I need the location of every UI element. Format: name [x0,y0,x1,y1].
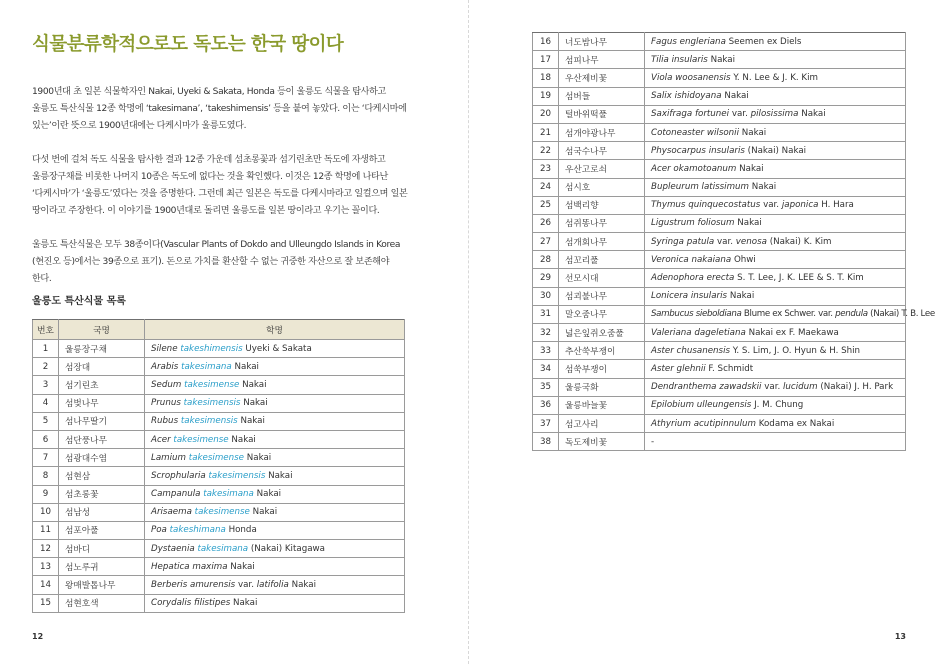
scientific-name-highlight: takesimense [184,379,240,390]
scientific-name [145,503,405,521]
korean-name: 울릉바늘꽃 [559,396,645,414]
scientific-name-part: Acer [151,434,174,445]
korean-name: 말오줌나무 [559,305,645,323]
korean-name: 섬장대 [59,358,145,376]
scientific-name-part: Nakai [253,489,282,500]
scientific-name [645,160,906,178]
page-gutter [468,0,469,664]
scientific-name [645,233,906,251]
scientific-name-highlight: takesimana [181,361,232,372]
row-number: 24 [533,178,559,196]
scientific-name-part: Bupleurum latissimum [651,182,750,193]
endemic-plants-table-part1 [32,319,405,613]
row-number: 16 [533,33,559,51]
table-row [533,160,906,178]
table-row [533,251,906,269]
scientific-name [145,576,405,594]
scientific-name [645,433,906,451]
scientific-name-highlight: takeshimensis [180,343,243,354]
scientific-name-part: Syringa patula [651,236,715,247]
table-row [33,521,405,539]
scientific-name-highlight: takeshimana [169,525,226,536]
scientific-name [645,214,906,232]
scientific-name [645,33,906,51]
scientific-name [645,87,906,105]
korean-name: 섬국수나무 [559,142,645,160]
scientific-name-part: Nakai [244,452,272,463]
table-row [533,378,906,396]
table-row [533,233,906,251]
scientific-name-part: Nakai ex F. Maekawa [745,327,839,338]
scientific-name-part: Prunus [151,398,184,409]
scientific-name [645,269,906,287]
scientific-name [145,467,405,485]
scientific-name-part: Silene [151,343,181,354]
scientific-name [645,378,906,396]
scientific-name [645,178,906,196]
table-row [33,394,405,412]
scientific-name [145,594,405,612]
scientific-name-part: Viola woosanensis [651,72,731,83]
scientific-name-part: Salix ishidoyana [651,91,722,102]
scientific-name-part: Aster chusanensis [651,345,731,356]
korean-name: 섬벚나무 [59,394,145,412]
scientific-name-highlight: takesimense [173,434,229,445]
korean-name: 넓은잎쥐오줌풀 [559,324,645,342]
korean-name: 섬남성 [59,503,145,521]
scientific-name-part: Athyrium acutipinnulum [651,418,756,429]
scientific-name-part: var. [729,109,751,120]
scientific-name-part: Nakai [288,580,317,591]
row-number: 13 [33,558,59,576]
scientific-name [645,396,906,414]
table-row [33,340,405,358]
scientific-name-part: Arisaema [151,507,195,518]
scientific-name-part: Nakai [707,54,736,65]
row-number: 35 [533,378,559,396]
scientific-name-part: Poa [151,525,170,536]
scientific-name-part: F. Schmidt [705,363,754,374]
row-number: 10 [33,503,59,521]
scientific-name-part: Ligustrum foliosum [651,218,735,229]
scientific-name [645,51,906,69]
korean-name: 우산고로쇠 [559,160,645,178]
scientific-name-part: (Nakai) Kitagawa [248,543,325,554]
table-row [533,305,906,323]
row-number: 36 [533,396,559,414]
scientific-name [645,105,906,123]
right-page [470,0,936,664]
scientific-name-part: Nakai [727,291,755,302]
table-row [533,51,906,69]
korean-name: 섬노루귀 [59,558,145,576]
scientific-name-part: Nakai [739,127,767,138]
table-row [33,358,405,376]
scientific-name-part: pilosissima [750,109,799,120]
korean-name: 왕매발톱나무 [59,576,145,594]
row-number: 3 [33,376,59,394]
scientific-name-part: Thymus quinquecostatus [651,200,761,211]
scientific-name-part: Y. S. Lim, J. O. Hyun & H. Shin [730,345,861,356]
table-row [33,558,405,576]
row-number: 32 [533,324,559,342]
scientific-name [145,412,405,430]
row-number: 7 [33,449,59,467]
table-row [533,360,906,378]
scientific-name-part: Saxifraga fortunei [651,109,730,120]
scientific-name-part: Nakai [227,561,255,572]
scientific-name [145,449,405,467]
row-number: 14 [33,576,59,594]
table-row [533,414,906,432]
row-number: 21 [533,123,559,141]
korean-name: 섬고사리 [559,414,645,432]
table-row [33,576,405,594]
scientific-name-part: Veronica nakaiana [651,254,732,265]
scientific-name-part: Nakai [249,507,278,518]
scientific-name-part: Lonicera insularis [651,291,728,302]
intro-paragraph: 1900년대 초 일본 식물학자인 Nakai, Uyeki & Sakata, Honda 등이 울릉도 식물을 탐사하고 울릉도 특산식물 12종 학명에 ‘takesimana’, ‘takeshimensis’ 등을 붙여 놓았다. 이는 ‘다케시마에 있는’이란 뜻으로 1900년대에는 다케시마가 울릉도였다. [32,87,407,131]
scientific-name-part: Sambucus sieboldiana [651,309,742,320]
scientific-name [145,558,405,576]
row-number: 17 [533,51,559,69]
scientific-name-part: Tilia insularis [651,54,708,65]
scientific-name-part: Nakai [736,163,764,174]
korean-name: 섬현호색 [59,594,145,612]
scientific-name-highlight: takesimensis [183,398,241,409]
scientific-name-part: Kodama ex Nakai [755,418,835,429]
row-number: 6 [33,430,59,448]
table-row [533,69,906,87]
row-number: 29 [533,269,559,287]
scientific-name-part: Berberis amurensis [151,580,236,591]
header-number: 번호 [33,320,59,340]
row-number: 18 [533,69,559,87]
table-row [533,196,906,214]
scientific-name [145,485,405,503]
row-number: 34 [533,360,559,378]
row-number: 19 [533,87,559,105]
scientific-name-part: latifolia [256,580,289,591]
table-row [533,178,906,196]
korean-name: 우산제비꽃 [559,69,645,87]
scientific-name-part: var. [714,236,736,247]
scientific-name [145,430,405,448]
page-title: 식물분류학적으로도 독도는 한국 땅이다 [32,34,344,55]
table-row [33,376,405,394]
scientific-name-part: Nakai [231,361,259,372]
scientific-name-part: (Nakai) T. B. Lee [867,309,935,320]
scientific-name-part: Adenophora erecta [651,273,735,284]
scientific-name-part: Valeriana dageletiana [651,327,746,338]
scientific-name-part: pendula [835,309,868,320]
scientific-name [645,287,906,305]
table-row [33,503,405,521]
scientific-name-part: H. Hara [818,200,854,211]
row-number: 12 [33,540,59,558]
scientific-name [645,360,906,378]
row-number: 20 [533,105,559,123]
scientific-name-part: Nakai [237,416,265,427]
table-row [533,324,906,342]
scientific-name-part: Nakai [734,218,762,229]
scientific-name-part: Acer okamotoanum [651,163,737,174]
korean-name: 독도제비꽃 [559,433,645,451]
scientific-name-part: Rubus [151,416,181,427]
table-row [33,467,405,485]
scientific-name-part: Physocarpus insularis [651,145,745,156]
korean-name: 섬개야광나무 [559,123,645,141]
korean-name: 섬바디 [59,540,145,558]
row-number: 1 [33,340,59,358]
scientific-name-part: - [651,436,655,447]
table-row [33,540,405,558]
table-row [533,342,906,360]
korean-name: 섬광대수염 [59,449,145,467]
left-page [0,0,466,664]
row-number: 9 [33,485,59,503]
scientific-name-part: var. [761,382,784,393]
scientific-name [145,340,405,358]
scientific-name-part: Nakai [230,598,258,609]
table-row [533,433,906,451]
korean-name: 섬꼬리풀 [559,251,645,269]
scientific-name [145,358,405,376]
korean-name: 섬버들 [559,87,645,105]
scientific-name-part: Hepatica maxima [151,561,228,572]
scientific-name-part: (Nakai) K. Kim [766,236,832,247]
korean-name: 섬기린초 [59,376,145,394]
table-row [33,430,405,448]
page-number-right: 13 [894,632,906,641]
korean-name: 섬괴불나무 [559,287,645,305]
scientific-name-highlight: takesimensis [180,416,238,427]
row-number: 26 [533,214,559,232]
scientific-name-part: Sedum [151,379,185,390]
table-row [533,396,906,414]
row-number: 11 [33,521,59,539]
scientific-name [145,376,405,394]
scientific-name-part: Cotoneaster wilsonii [651,127,739,138]
scientific-name [645,142,906,160]
scientific-name-part: venosa [735,236,767,247]
scientific-name-part: S. T. Lee, J. K. LEE & S. T. Kim [734,273,864,284]
scientific-name-part: Blume ex Schwer. var. [741,309,836,320]
row-number: 31 [533,305,559,323]
scientific-name [145,540,405,558]
scientific-name-part: Corydalis filistipes [151,598,231,609]
korean-name: 너도밤나무 [559,33,645,51]
scientific-name [645,123,906,141]
korean-name: 울릉장구채 [59,340,145,358]
scientific-name-part: Nakai [228,434,256,445]
scientific-name-highlight: takesimana [197,543,249,554]
scientific-name-part: Nakai [239,379,267,390]
scientific-name-part: Fagus engleriana [651,36,726,47]
table-row [533,287,906,305]
scientific-name-part: Nakai [749,182,777,193]
table-row [533,87,906,105]
korean-name: 섬초롱꽃 [59,485,145,503]
row-number: 33 [533,342,559,360]
scientific-name-part: Aster glehnii [651,363,706,374]
row-number: 28 [533,251,559,269]
korean-name: 섬현삼 [59,467,145,485]
table-row [533,142,906,160]
table-row [33,412,405,430]
scientific-name-part: Scrophularia [151,470,209,481]
scientific-name-part: Epilobium ulleungensis [651,400,752,411]
scientific-name-part: Nakai [721,91,749,102]
scientific-name [645,196,906,214]
row-number: 27 [533,233,559,251]
scientific-name-highlight: takesimana [203,489,254,500]
korean-name: 섬개회나무 [559,233,645,251]
row-number: 22 [533,142,559,160]
scientific-name-highlight: takesimensis [208,470,266,481]
endemic-count-paragraph: 울릉도 특산식물은 모두 38종이다(Vascular Plants of Dokdo and Ulleungdo Islands in Korea (현진오 등)에서는 39종으로 표기). 돈으로 가치를 환산할 수 없는 귀중한 자산으로 잘 보존해야 한다. [32,240,401,284]
scientific-name-part: var. [760,200,782,211]
scientific-name-part: Campanula [151,489,204,500]
row-number: 15 [33,594,59,612]
scientific-name-part: Y. N. Lee & J. K. Kim [730,72,818,83]
endemic-plants-table-part2 [532,32,935,451]
korean-name: 울릉국화 [559,378,645,396]
header-korean-name: 국명 [59,320,145,340]
row-number: 8 [33,467,59,485]
korean-name: 섬쥐똥나무 [559,214,645,232]
scientific-name-part: J. M. Chung [751,400,804,411]
scientific-name-part: Honda [225,525,257,536]
scientific-name-part: Uyeki & Sakata [242,343,312,354]
row-number: 5 [33,412,59,430]
korean-name: 섬백리향 [559,196,645,214]
scientific-name-part: Dendranthema zawadskii [651,382,762,393]
scientific-name-highlight: takesimense [194,507,250,518]
korean-name: 섬피나무 [559,51,645,69]
korean-name: 섬나무딸기 [59,412,145,430]
scientific-name-part: Lamium [151,452,189,463]
page-number-left: 12 [32,632,44,641]
row-number: 30 [533,287,559,305]
korean-name: 선모시대 [559,269,645,287]
scientific-name-part: Arabis [151,361,182,372]
korean-name: 섬단풍나무 [59,430,145,448]
table-row [33,449,405,467]
scientific-name [645,69,906,87]
korean-name: 털바위떡풀 [559,105,645,123]
scientific-name-part: (Nakai) J. H. Park [817,382,894,393]
exploration-paragraph: 다섯 번에 걸쳐 독도 식물을 탐사한 결과 12종 가운데 섬초롱꽃과 섬기린초만 독도에 자생하고 울릉장구채를 비롯한 나머지 10종은 독도에 없다는 것을 확인했다. 이것은 12종 학명에 나타난 ‘다케시마’가 ‘울릉도’였다는 것을 증명한다. 그런데 최근 일본은 독도를 다케시마라고 일컬으며 일본 땅이라고 주장한다. 이 이야기를 1900년대로 돌리면 울릉도를 일본 땅이라고 우기는 꼴이다. [32,155,408,216]
scientific-name-part: (Nakai) Nakai [744,145,807,156]
scientific-name [645,342,906,360]
scientific-name [645,305,935,323]
table-row [533,269,906,287]
row-number: 2 [33,358,59,376]
row-number: 4 [33,394,59,412]
scientific-name-part: Nakai [798,109,826,120]
scientific-name [145,521,405,539]
row-number: 23 [533,160,559,178]
scientific-name-part: Seemen ex Diels [725,36,802,47]
korean-name: 추산쑥부쟁이 [559,342,645,360]
table-row [33,594,405,612]
row-number: 37 [533,414,559,432]
table-row [533,33,906,51]
korean-name: 섬쑥부쟁이 [559,360,645,378]
scientific-name-part: lucidum [783,382,818,393]
row-number: 25 [533,196,559,214]
scientific-name-part: japonica [781,200,819,211]
table-row [533,214,906,232]
scientific-name-part: Dystaenia [151,543,198,554]
row-number: 38 [533,433,559,451]
table-row [533,123,906,141]
korean-name: 섬포아풀 [59,521,145,539]
list-heading: 울릉도 특산식물 목록 [32,296,126,307]
table-row [533,105,906,123]
scientific-name [645,324,906,342]
header-scientific-name: 학명 [145,320,405,340]
scientific-name-highlight: takesimense [188,452,245,463]
scientific-name-part: Nakai [265,470,293,481]
scientific-name-part: Nakai [240,398,268,409]
scientific-name [645,251,906,269]
scientific-name-part: Ohwi [731,254,756,265]
korean-name: 섬시호 [559,178,645,196]
scientific-name [145,394,405,412]
table-row [33,485,405,503]
table-header-row [33,320,405,340]
scientific-name-part: var. [235,580,257,591]
scientific-name [645,414,906,432]
